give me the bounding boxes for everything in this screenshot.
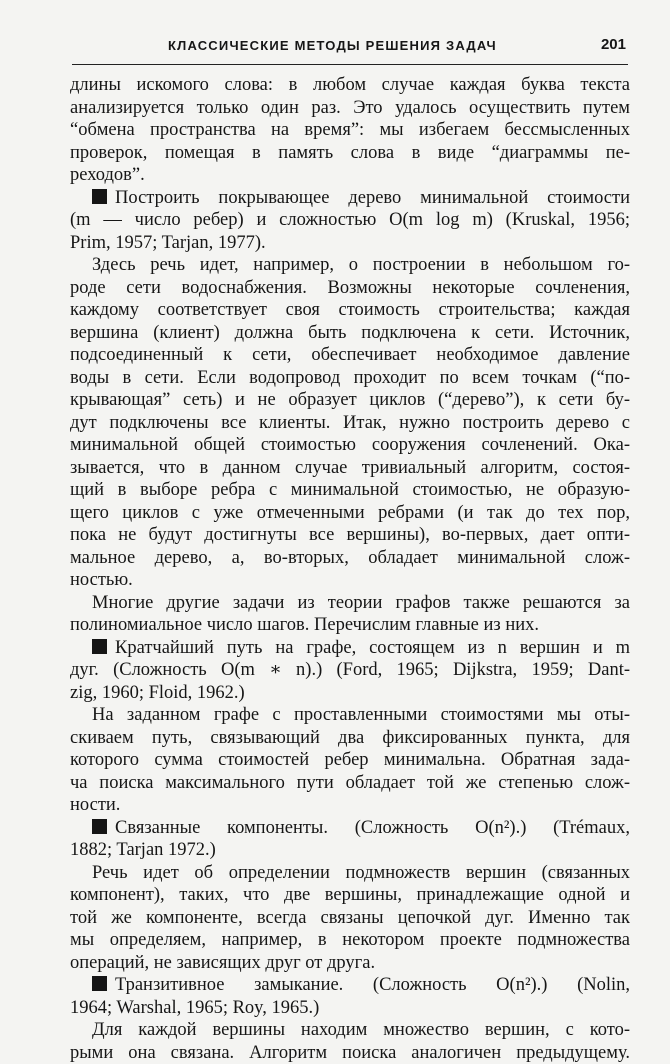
text-line bbox=[70, 344, 630, 367]
line-text: ча поиска максимального пути обладает той же степенью слож- bbox=[70, 773, 630, 793]
text-line bbox=[70, 479, 630, 502]
line-text: реходов”. bbox=[70, 165, 145, 185]
line-text: воды в сети. Если водопровод проходит по всем точкам (“по- bbox=[70, 368, 630, 388]
text-line bbox=[70, 929, 630, 952]
line-text: 1964; Warshal, 1965; Roy, 1965.) bbox=[70, 998, 319, 1018]
text-line bbox=[70, 322, 630, 345]
line-text: зывается, что в данном случае тривиальный алгоритм, состоя- bbox=[70, 458, 630, 478]
page-header bbox=[72, 30, 628, 65]
text-line bbox=[70, 367, 630, 390]
line-text: дуг. (Сложность O(m ∗ n).) (Ford, 1965; Dijkstra, 1959; Dant- bbox=[70, 660, 630, 680]
text-line bbox=[70, 614, 630, 637]
line-text: которого сумма стоимостей ребер минимальна. Обратная зада- bbox=[70, 750, 630, 770]
line-text: анализируется только один раз. Это удалось осуществить путем bbox=[70, 98, 630, 118]
text-line bbox=[70, 659, 630, 682]
line-text: (m — число ребер) и сложностью O(m log m) (Kruskal, 1956; bbox=[70, 210, 630, 230]
text-line bbox=[70, 97, 630, 120]
black-square-bullet-icon bbox=[92, 819, 107, 834]
line-text: Транзитивное замыкание. (Сложность O(n²).) (Nolin, bbox=[115, 975, 630, 995]
text-line bbox=[70, 164, 630, 187]
line-text: скиваем путь, связывающий два фиксированных пункта, для bbox=[70, 728, 630, 748]
line-text: компонент), таких, что две вершины, принадлежащие одной и bbox=[70, 885, 630, 905]
line-text: ностью. bbox=[70, 570, 133, 590]
text-line bbox=[70, 907, 630, 930]
line-text: операций, не зависящих друг от друга. bbox=[70, 953, 375, 973]
text-line bbox=[70, 232, 630, 255]
text-line bbox=[70, 502, 630, 525]
text-line bbox=[70, 794, 630, 817]
body-text bbox=[70, 74, 630, 1064]
line-text: щего циклов с уже отмеченными ребрами (и так до тех пор, bbox=[70, 503, 630, 523]
text-line bbox=[70, 952, 630, 975]
line-text: Речь идет об определении подмножеств вершин (связанных bbox=[92, 863, 630, 883]
text-line bbox=[70, 547, 630, 570]
text-line bbox=[70, 299, 630, 322]
text-line bbox=[70, 839, 630, 862]
text-line bbox=[70, 637, 630, 660]
line-text: каждому соответствует своя стоимость строительства; каждая bbox=[70, 300, 630, 320]
text-line bbox=[70, 749, 630, 772]
text-line bbox=[70, 682, 630, 705]
page-number: 201 bbox=[601, 36, 626, 53]
text-line bbox=[70, 772, 630, 795]
line-text: щий в выборе ребра с минимальной стоимостью, не образую- bbox=[70, 480, 630, 500]
text-line bbox=[70, 592, 630, 615]
text-line bbox=[70, 817, 630, 840]
line-text: подсоединенный к сети, обеспечивает необходимое давление bbox=[70, 345, 630, 365]
text-line bbox=[70, 884, 630, 907]
line-text: проверок, помещая в память слова в виде “диаграммы пе- bbox=[70, 143, 630, 163]
text-line bbox=[70, 862, 630, 885]
text-line bbox=[70, 524, 630, 547]
text-line bbox=[70, 412, 630, 435]
text-line bbox=[70, 209, 630, 232]
line-text: zig, 1960; Floid, 1962.) bbox=[70, 683, 245, 703]
text-line bbox=[70, 1019, 630, 1042]
line-text: минимальной общей стоимостью сооружения сочленений. Ока- bbox=[70, 435, 630, 455]
black-square-bullet-icon bbox=[92, 189, 107, 204]
line-text: мы определяем, например, в некотором проекте подмножества bbox=[70, 930, 630, 950]
line-text: полиномиальное число шагов. Перечислим главные из них. bbox=[70, 615, 539, 635]
line-text: крывающая” сеть) и не образует циклов (“дерево”), к сети бу- bbox=[70, 390, 630, 410]
text-line bbox=[70, 187, 630, 210]
text-line bbox=[70, 119, 630, 142]
line-text: “обмена пространства на время”: мы избегаем бессмысленных bbox=[70, 120, 630, 140]
text-line bbox=[70, 74, 630, 97]
text-line bbox=[70, 277, 630, 300]
text-line bbox=[70, 727, 630, 750]
line-text: На заданном графе с проставленными стоимостями мы оты- bbox=[92, 705, 630, 725]
black-square-bullet-icon bbox=[92, 639, 107, 654]
line-text: мальное дерево, а, во-вторых, обладает минимальной слож- bbox=[70, 548, 630, 568]
line-text: вершина (клиент) должна быть подключена к сети. Источник, bbox=[70, 323, 630, 343]
text-line bbox=[70, 1042, 630, 1064]
line-text: рыми она связана. Алгоритм поиска аналогичен предыдущему. bbox=[70, 1043, 630, 1063]
line-text: Для каждой вершины находим множество вершин, с кото- bbox=[92, 1020, 630, 1040]
text-line bbox=[70, 704, 630, 727]
line-text: Prim, 1957; Tarjan, 1977). bbox=[70, 233, 266, 253]
text-line bbox=[70, 457, 630, 480]
text-line bbox=[70, 389, 630, 412]
line-text: длины искомого слова: в любом случае каждая буква текста bbox=[70, 75, 630, 95]
line-text: 1882; Tarjan 1972.) bbox=[70, 840, 216, 860]
text-line bbox=[70, 254, 630, 277]
line-text: ности. bbox=[70, 795, 120, 815]
line-text: Многие другие задачи из теории графов также решаются за bbox=[92, 593, 630, 613]
running-title: КЛАССИЧЕСКИЕ МЕТОДЫ РЕШЕНИЯ ЗАДАЧ bbox=[168, 38, 497, 53]
line-text: Связанные компоненты. (Сложность O(n²).) (Trémaux, bbox=[115, 818, 630, 838]
line-text: Кратчайший путь на графе, состоящем из n вершин и m bbox=[115, 638, 630, 658]
line-text: пока не будут достигнуты все вершины), во-первых, дает опти- bbox=[70, 525, 630, 545]
text-line bbox=[70, 569, 630, 592]
line-text: той же компоненте, всегда связаны цепочкой дуг. Именно так bbox=[70, 908, 630, 928]
text-line bbox=[70, 142, 630, 165]
line-text: Здесь речь идет, например, о построении в небольшом го- bbox=[92, 255, 630, 275]
line-text: роде сети водоснабжения. Возможны некоторые сочленения, bbox=[70, 278, 630, 298]
text-line bbox=[70, 974, 630, 997]
line-text: Построить покрывающее дерево минимальной стоимости bbox=[115, 188, 630, 208]
line-text: дут подключены все клиенты. Итак, нужно построить дерево с bbox=[70, 413, 630, 433]
text-line bbox=[70, 434, 630, 457]
black-square-bullet-icon bbox=[92, 976, 107, 991]
